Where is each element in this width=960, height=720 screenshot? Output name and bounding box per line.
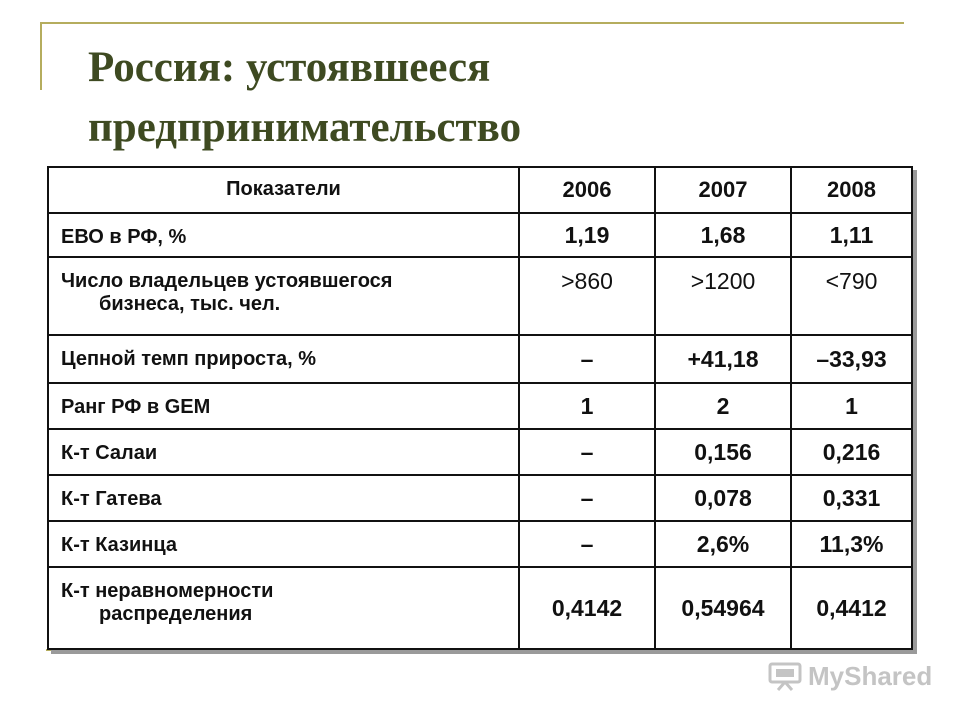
cell-value: 0,078: [655, 475, 791, 521]
decorative-top-line: [40, 22, 904, 24]
row-label-text: К-т Казинца: [61, 534, 178, 556]
table-row: [48, 567, 912, 649]
row-label: [48, 567, 519, 649]
row-label-text: Число владельцев устоявшегося: [61, 270, 393, 292]
cell-value: 0,54964: [655, 567, 791, 649]
row-label: [48, 521, 519, 567]
row-label: [48, 213, 519, 257]
cell-value: –: [519, 335, 655, 383]
table-row: [48, 475, 912, 521]
cell-value: 0,4412: [791, 567, 912, 649]
header-year-2007: 2007: [655, 167, 791, 213]
cell-value: +41,18: [655, 335, 791, 383]
row-label-text: Цепной темп прироста, %: [61, 348, 316, 370]
table-row: [48, 257, 912, 335]
cell-value: 11,3%: [791, 521, 912, 567]
row-label-text: ЕВО в РФ, %: [61, 226, 187, 248]
cell-value: 0,331: [791, 475, 912, 521]
cell-value: 1: [519, 383, 655, 429]
row-label: [48, 257, 519, 335]
cell-value: 2: [655, 383, 791, 429]
row-label-text: К-т неравномерности: [61, 580, 274, 602]
table-row: [48, 335, 912, 383]
cell-value: 1,11: [791, 213, 912, 257]
decorative-vertical-line: [40, 22, 42, 90]
cell-value: –: [519, 429, 655, 475]
cell-value: 0,216: [791, 429, 912, 475]
table-row: [48, 521, 912, 567]
table-row: [48, 383, 912, 429]
row-label: [48, 383, 519, 429]
cell-value: >860: [519, 257, 655, 335]
cell-value: –: [519, 475, 655, 521]
row-label-text: К-т Салаи: [61, 442, 158, 464]
table-header-row: [48, 167, 912, 213]
indicators-table: [47, 166, 913, 650]
cell-value: –: [519, 521, 655, 567]
cell-value: 0,156: [655, 429, 791, 475]
cell-value: –33,93: [791, 335, 912, 383]
cell-value: 1: [791, 383, 912, 429]
cell-value: 2,6%: [655, 521, 791, 567]
watermark: [768, 656, 932, 696]
row-label: [48, 475, 519, 521]
header-indicators: Показатели: [48, 167, 519, 213]
cell-value: <790: [791, 257, 912, 335]
header-year-2008: 2008: [791, 167, 912, 213]
row-label-text: Ранг РФ в GEM: [61, 396, 211, 418]
table-row: [48, 213, 912, 257]
row-label: [48, 429, 519, 475]
slide-title: Россия: устоявшееся предпринимательство: [88, 44, 522, 151]
header-year-2006: 2006: [519, 167, 655, 213]
row-label-continuation: распределения: [99, 603, 253, 625]
cell-value: 0,4142: [519, 567, 655, 649]
table-row: [48, 429, 912, 475]
row-label-text: К-т Гатева: [61, 488, 162, 510]
cell-value: 1,19: [519, 213, 655, 257]
row-label-continuation: бизнеса, тыс. чел.: [99, 293, 281, 315]
cell-value: >1200: [655, 257, 791, 335]
cell-value: 1,68: [655, 213, 791, 257]
indicators-table-wrapper: [47, 166, 913, 650]
projector-icon: [768, 661, 802, 691]
row-label: [48, 335, 519, 383]
watermark-text: MyShared: [808, 660, 933, 691]
